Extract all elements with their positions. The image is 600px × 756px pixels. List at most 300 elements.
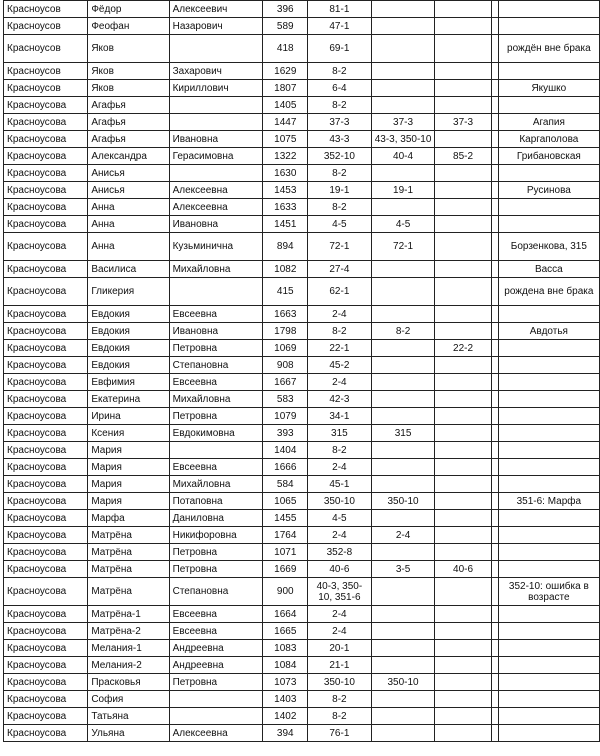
- given-name-cell: Анна: [88, 233, 169, 261]
- reference-2-cell: [371, 340, 435, 357]
- reference-cell: 45-1: [308, 476, 372, 493]
- record-number-cell: 396: [263, 1, 308, 18]
- reference-3-cell: [435, 640, 491, 657]
- note-cell: [498, 527, 599, 544]
- patronymic-cell: [169, 278, 263, 306]
- reference-cell: 42-3: [308, 391, 372, 408]
- reference-cell: 8-2: [308, 323, 372, 340]
- reference-2-cell: [371, 691, 435, 708]
- surname-cell: Красноусова: [4, 425, 88, 442]
- given-name-cell: Мелания-1: [88, 640, 169, 657]
- surname-cell: Красноусова: [4, 97, 88, 114]
- record-number-cell: 1404: [263, 442, 308, 459]
- reference-2-cell: [371, 80, 435, 97]
- reference-3-cell: [435, 165, 491, 182]
- record-number-cell: 1455: [263, 510, 308, 527]
- reference-4-cell: [491, 391, 498, 408]
- table-row: [4, 182, 600, 199]
- given-name-cell: Евдокия: [88, 357, 169, 374]
- reference-3-cell: [435, 708, 491, 725]
- reference-4-cell: [491, 657, 498, 674]
- table-row: [4, 493, 600, 510]
- given-name-cell: Матрёна: [88, 544, 169, 561]
- reference-3-cell: [435, 578, 491, 606]
- patronymic-cell: Алексеевна: [169, 182, 263, 199]
- reference-3-cell: [435, 18, 491, 35]
- surname-cell: Красноусова: [4, 544, 88, 561]
- reference-2-cell: [371, 35, 435, 63]
- reference-cell: 37-3: [308, 114, 372, 131]
- record-number-cell: 589: [263, 18, 308, 35]
- surname-cell: Красноусова: [4, 391, 88, 408]
- reference-4-cell: [491, 35, 498, 63]
- reference-2-cell: [371, 544, 435, 561]
- surname-cell: Красноусова: [4, 374, 88, 391]
- given-name-cell: Анисья: [88, 182, 169, 199]
- given-name-cell: Матрёна-2: [88, 623, 169, 640]
- given-name-cell: Фёдор: [88, 1, 169, 18]
- records-table-body: [4, 1, 600, 742]
- note-cell: [498, 18, 599, 35]
- record-number-cell: 1402: [263, 708, 308, 725]
- reference-2-cell: [371, 374, 435, 391]
- note-cell: [498, 199, 599, 216]
- given-name-cell: Яков: [88, 35, 169, 63]
- reference-4-cell: [491, 459, 498, 476]
- reference-4-cell: [491, 165, 498, 182]
- note-cell: [498, 708, 599, 725]
- note-cell: [498, 544, 599, 561]
- reference-cell: 352-10: [308, 148, 372, 165]
- surname-cell: Красноусова: [4, 323, 88, 340]
- record-number-cell: 584: [263, 476, 308, 493]
- reference-3-cell: [435, 182, 491, 199]
- note-cell: Агапия: [498, 114, 599, 131]
- note-cell: [498, 510, 599, 527]
- surname-cell: Красноусова: [4, 493, 88, 510]
- given-name-cell: Матрёна: [88, 578, 169, 606]
- record-number-cell: 1405: [263, 97, 308, 114]
- reference-4-cell: [491, 408, 498, 425]
- surname-cell: Красноусова: [4, 725, 88, 742]
- table-row: [4, 725, 600, 742]
- reference-cell: 81-1: [308, 1, 372, 18]
- reference-4-cell: [491, 97, 498, 114]
- reference-2-cell: [371, 357, 435, 374]
- given-name-cell: Яков: [88, 63, 169, 80]
- table-row: [4, 459, 600, 476]
- note-cell: [498, 306, 599, 323]
- reference-4-cell: [491, 425, 498, 442]
- reference-cell: 350-10: [308, 674, 372, 691]
- record-number-cell: 415: [263, 278, 308, 306]
- note-cell: [498, 340, 599, 357]
- reference-3-cell: [435, 442, 491, 459]
- patronymic-cell: Михайловна: [169, 476, 263, 493]
- note-cell: [498, 657, 599, 674]
- patronymic-cell: Назарович: [169, 18, 263, 35]
- patronymic-cell: Евсеевна: [169, 623, 263, 640]
- table-row: [4, 261, 600, 278]
- reference-3-cell: [435, 97, 491, 114]
- patronymic-cell: Степановна: [169, 578, 263, 606]
- record-number-cell: 1798: [263, 323, 308, 340]
- reference-3-cell: [435, 261, 491, 278]
- reference-2-cell: [371, 476, 435, 493]
- table-row: [4, 544, 600, 561]
- patronymic-cell: [169, 165, 263, 182]
- surname-cell: Красноусова: [4, 306, 88, 323]
- surname-cell: Красноусова: [4, 165, 88, 182]
- table-row: [4, 442, 600, 459]
- reference-cell: 47-1: [308, 18, 372, 35]
- reference-cell: 4-5: [308, 510, 372, 527]
- surname-cell: Красноусова: [4, 408, 88, 425]
- reference-4-cell: [491, 131, 498, 148]
- note-cell: [498, 425, 599, 442]
- reference-2-cell: [371, 708, 435, 725]
- given-name-cell: Анна: [88, 216, 169, 233]
- reference-2-cell: [371, 278, 435, 306]
- table-row: [4, 606, 600, 623]
- reference-2-cell: 350-10: [371, 674, 435, 691]
- reference-cell: 8-2: [308, 97, 372, 114]
- reference-4-cell: [491, 510, 498, 527]
- reference-3-cell: 22-2: [435, 340, 491, 357]
- patronymic-cell: Ивановна: [169, 216, 263, 233]
- surname-cell: Красноусова: [4, 114, 88, 131]
- surname-cell: Красноусова: [4, 606, 88, 623]
- note-cell: [498, 63, 599, 80]
- note-cell: 352-10: ошибка в возрасте: [498, 578, 599, 606]
- surname-cell: Красноусова: [4, 340, 88, 357]
- surname-cell: Красноусова: [4, 131, 88, 148]
- surname-cell: Красноусова: [4, 674, 88, 691]
- table-row: [4, 114, 600, 131]
- reference-cell: 8-2: [308, 63, 372, 80]
- given-name-cell: Анна: [88, 199, 169, 216]
- patronymic-cell: Даниловна: [169, 510, 263, 527]
- table-row: [4, 657, 600, 674]
- surname-cell: Красноусова: [4, 623, 88, 640]
- patronymic-cell: Михайловна: [169, 391, 263, 408]
- note-cell: рождён вне брака: [498, 35, 599, 63]
- reference-4-cell: [491, 216, 498, 233]
- reference-cell: 72-1: [308, 233, 372, 261]
- reference-2-cell: 8-2: [371, 323, 435, 340]
- table-row: [4, 306, 600, 323]
- reference-4-cell: [491, 114, 498, 131]
- reference-4-cell: [491, 578, 498, 606]
- reference-cell: 40-6: [308, 561, 372, 578]
- surname-cell: Красноусова: [4, 578, 88, 606]
- reference-2-cell: [371, 306, 435, 323]
- reference-4-cell: [491, 476, 498, 493]
- record-number-cell: 894: [263, 233, 308, 261]
- reference-cell: 20-1: [308, 640, 372, 657]
- table-row: [4, 1, 600, 18]
- reference-cell: 34-1: [308, 408, 372, 425]
- reference-2-cell: [371, 657, 435, 674]
- note-cell: [498, 357, 599, 374]
- record-number-cell: 1071: [263, 544, 308, 561]
- given-name-cell: Агафья: [88, 114, 169, 131]
- table-row: [4, 233, 600, 261]
- reference-3-cell: [435, 1, 491, 18]
- reference-cell: 62-1: [308, 278, 372, 306]
- surname-cell: Красноусова: [4, 199, 88, 216]
- given-name-cell: Александра: [88, 148, 169, 165]
- table-row: [4, 640, 600, 657]
- given-name-cell: Ульяна: [88, 725, 169, 742]
- reference-3-cell: 40-6: [435, 561, 491, 578]
- table-row: [4, 131, 600, 148]
- surname-cell: Красноусова: [4, 216, 88, 233]
- reference-2-cell: [371, 165, 435, 182]
- patronymic-cell: Евсеевна: [169, 306, 263, 323]
- patronymic-cell: Петровна: [169, 340, 263, 357]
- reference-cell: 2-4: [308, 374, 372, 391]
- record-number-cell: 1082: [263, 261, 308, 278]
- surname-cell: Красноусов: [4, 63, 88, 80]
- note-cell: 351-6: Марфа: [498, 493, 599, 510]
- given-name-cell: Мария: [88, 459, 169, 476]
- patronymic-cell: Никифоровна: [169, 527, 263, 544]
- given-name-cell: Феофан: [88, 18, 169, 35]
- note-cell: [498, 442, 599, 459]
- surname-cell: Красноусов: [4, 1, 88, 18]
- reference-cell: 8-2: [308, 708, 372, 725]
- reference-3-cell: [435, 323, 491, 340]
- surname-cell: Красноусова: [4, 278, 88, 306]
- reference-4-cell: [491, 182, 498, 199]
- reference-4-cell: [491, 623, 498, 640]
- table-row: [4, 476, 600, 493]
- record-number-cell: 1447: [263, 114, 308, 131]
- reference-3-cell: [435, 606, 491, 623]
- surname-cell: Красноусова: [4, 527, 88, 544]
- reference-4-cell: [491, 374, 498, 391]
- surname-cell: Красноусова: [4, 476, 88, 493]
- reference-3-cell: [435, 278, 491, 306]
- reference-3-cell: [435, 131, 491, 148]
- record-number-cell: 1764: [263, 527, 308, 544]
- reference-4-cell: [491, 544, 498, 561]
- reference-4-cell: [491, 306, 498, 323]
- reference-2-cell: 315: [371, 425, 435, 442]
- given-name-cell: Евдокия: [88, 306, 169, 323]
- patronymic-cell: Алексеевна: [169, 199, 263, 216]
- reference-2-cell: [371, 725, 435, 742]
- table-row: [4, 561, 600, 578]
- surname-cell: Красноусова: [4, 657, 88, 674]
- reference-2-cell: 19-1: [371, 182, 435, 199]
- note-cell: [498, 561, 599, 578]
- patronymic-cell: Евсеевна: [169, 374, 263, 391]
- reference-2-cell: [371, 391, 435, 408]
- reference-2-cell: [371, 640, 435, 657]
- given-name-cell: Екатерина: [88, 391, 169, 408]
- reference-3-cell: [435, 493, 491, 510]
- reference-3-cell: [435, 408, 491, 425]
- note-cell: [498, 459, 599, 476]
- reference-3-cell: [435, 357, 491, 374]
- reference-3-cell: [435, 527, 491, 544]
- patronymic-cell: [169, 442, 263, 459]
- reference-cell: 22-1: [308, 340, 372, 357]
- patronymic-cell: Алексеевна: [169, 725, 263, 742]
- record-number-cell: 1083: [263, 640, 308, 657]
- record-number-cell: 1629: [263, 63, 308, 80]
- patronymic-cell: Андреевна: [169, 657, 263, 674]
- patronymic-cell: Петровна: [169, 544, 263, 561]
- patronymic-cell: Михайловна: [169, 261, 263, 278]
- reference-3-cell: [435, 306, 491, 323]
- record-number-cell: 1084: [263, 657, 308, 674]
- record-number-cell: 1664: [263, 606, 308, 623]
- patronymic-cell: Потаповна: [169, 493, 263, 510]
- record-number-cell: 1065: [263, 493, 308, 510]
- table-row: [4, 623, 600, 640]
- record-number-cell: 900: [263, 578, 308, 606]
- reference-4-cell: [491, 493, 498, 510]
- note-cell: [498, 374, 599, 391]
- patronymic-cell: Евдокимовна: [169, 425, 263, 442]
- given-name-cell: Мария: [88, 442, 169, 459]
- reference-cell: 315: [308, 425, 372, 442]
- patronymic-cell: [169, 708, 263, 725]
- record-number-cell: 1633: [263, 199, 308, 216]
- patronymic-cell: Герасимовна: [169, 148, 263, 165]
- reference-3-cell: [435, 657, 491, 674]
- patronymic-cell: [169, 691, 263, 708]
- reference-2-cell: 3-5: [371, 561, 435, 578]
- patronymic-cell: Петровна: [169, 561, 263, 578]
- reference-2-cell: 37-3: [371, 114, 435, 131]
- record-number-cell: 1665: [263, 623, 308, 640]
- patronymic-cell: Петровна: [169, 674, 263, 691]
- surname-cell: Красноусова: [4, 182, 88, 199]
- note-cell: [498, 623, 599, 640]
- surname-cell: Красноусова: [4, 442, 88, 459]
- reference-cell: 4-5: [308, 216, 372, 233]
- given-name-cell: Василиса: [88, 261, 169, 278]
- reference-4-cell: [491, 323, 498, 340]
- note-cell: [498, 691, 599, 708]
- record-number-cell: 583: [263, 391, 308, 408]
- record-number-cell: 1069: [263, 340, 308, 357]
- table-row: [4, 374, 600, 391]
- reference-4-cell: [491, 725, 498, 742]
- table-row: [4, 278, 600, 306]
- patronymic-cell: [169, 97, 263, 114]
- given-name-cell: Евфимия: [88, 374, 169, 391]
- record-number-cell: 1322: [263, 148, 308, 165]
- note-cell: рождена вне брака: [498, 278, 599, 306]
- given-name-cell: Гликерия: [88, 278, 169, 306]
- reference-2-cell: [371, 261, 435, 278]
- note-cell: [498, 725, 599, 742]
- reference-cell: 8-2: [308, 165, 372, 182]
- record-number-cell: 394: [263, 725, 308, 742]
- reference-3-cell: [435, 35, 491, 63]
- reference-3-cell: [435, 544, 491, 561]
- table-row: [4, 199, 600, 216]
- record-number-cell: 418: [263, 35, 308, 63]
- reference-4-cell: [491, 261, 498, 278]
- surname-cell: Красноусов: [4, 80, 88, 97]
- reference-4-cell: [491, 18, 498, 35]
- reference-2-cell: [371, 18, 435, 35]
- reference-4-cell: [491, 640, 498, 657]
- note-cell: [498, 640, 599, 657]
- note-cell: [498, 97, 599, 114]
- reference-2-cell: [371, 97, 435, 114]
- table-row: [4, 527, 600, 544]
- table-row: [4, 35, 600, 63]
- record-number-cell: 1403: [263, 691, 308, 708]
- reference-3-cell: [435, 691, 491, 708]
- patronymic-cell: Кириллович: [169, 80, 263, 97]
- reference-cell: 76-1: [308, 725, 372, 742]
- note-cell: [498, 476, 599, 493]
- reference-3-cell: [435, 425, 491, 442]
- reference-4-cell: [491, 80, 498, 97]
- given-name-cell: Евдокия: [88, 323, 169, 340]
- reference-cell: 2-4: [308, 306, 372, 323]
- table-row: [4, 340, 600, 357]
- given-name-cell: София: [88, 691, 169, 708]
- surname-cell: Красноусов: [4, 18, 88, 35]
- reference-4-cell: [491, 442, 498, 459]
- surname-cell: Красноусова: [4, 148, 88, 165]
- surname-cell: Красноусова: [4, 691, 88, 708]
- patronymic-cell: Алексеевич: [169, 1, 263, 18]
- reference-4-cell: [491, 561, 498, 578]
- patronymic-cell: Евсеевна: [169, 606, 263, 623]
- reference-4-cell: [491, 1, 498, 18]
- reference-cell: 19-1: [308, 182, 372, 199]
- note-cell: [498, 1, 599, 18]
- patronymic-cell: [169, 114, 263, 131]
- table-row: [4, 323, 600, 340]
- reference-2-cell: 43-3, 350-10: [371, 131, 435, 148]
- table-row: [4, 80, 600, 97]
- reference-4-cell: [491, 340, 498, 357]
- given-name-cell: Матрёна: [88, 527, 169, 544]
- reference-3-cell: [435, 233, 491, 261]
- reference-3-cell: [435, 80, 491, 97]
- record-number-cell: 1666: [263, 459, 308, 476]
- reference-4-cell: [491, 63, 498, 80]
- reference-3-cell: 37-3: [435, 114, 491, 131]
- reference-4-cell: [491, 357, 498, 374]
- reference-cell: 2-4: [308, 459, 372, 476]
- table-row: [4, 708, 600, 725]
- patronymic-cell: Евсеевна: [169, 459, 263, 476]
- surname-cell: Красноусова: [4, 708, 88, 725]
- reference-4-cell: [491, 199, 498, 216]
- reference-cell: 40-3, 350-10, 351-6: [308, 578, 372, 606]
- table-row: [4, 97, 600, 114]
- note-cell: [498, 606, 599, 623]
- record-number-cell: 1807: [263, 80, 308, 97]
- patronymic-cell: Кузьминична: [169, 233, 263, 261]
- records-table: [3, 0, 600, 742]
- table-row: [4, 425, 600, 442]
- reference-4-cell: [491, 527, 498, 544]
- surname-cell: Красноусова: [4, 459, 88, 476]
